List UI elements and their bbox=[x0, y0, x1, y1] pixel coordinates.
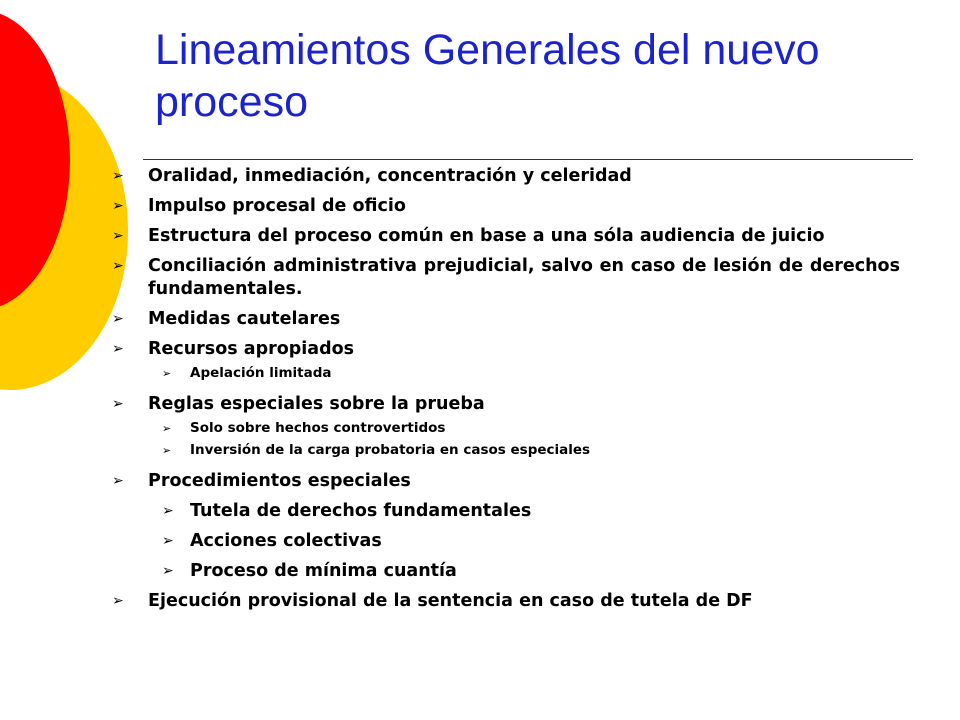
bullet-item bbox=[112, 195, 900, 218]
chevron-right-icon: ➢ bbox=[162, 444, 172, 457]
bullet-item bbox=[112, 308, 900, 331]
sub-bullet-item bbox=[112, 364, 900, 383]
sub-bullet-item-text: Apelación limitada bbox=[190, 365, 332, 381]
bullet-item bbox=[112, 225, 900, 248]
chevron-right-icon: ➢ bbox=[162, 503, 174, 519]
bullet-item-text: Oralidad, inmediación, concentración y celeridad bbox=[148, 166, 632, 186]
bullet-item-text: Estructura del proceso común en base a una sóla audiencia de juicio bbox=[148, 226, 825, 246]
chevron-right-icon: ➢ bbox=[162, 422, 172, 435]
chevron-right-icon: ➢ bbox=[162, 533, 174, 549]
chevron-right-icon: ➢ bbox=[112, 198, 124, 214]
bullet-item-text: Procedimientos especiales bbox=[148, 471, 411, 491]
chevron-right-icon: ➢ bbox=[112, 473, 124, 489]
chevron-right-icon: ➢ bbox=[162, 563, 174, 579]
chevron-right-icon: ➢ bbox=[112, 228, 124, 244]
sub-bullet-item bbox=[112, 500, 900, 523]
bullet-item bbox=[112, 165, 900, 188]
sub-bullet-item-text: Tutela de derechos fundamentales bbox=[190, 501, 532, 521]
chevron-right-icon: ➢ bbox=[112, 593, 124, 609]
bullet-item-text: Medidas cautelares bbox=[148, 309, 341, 329]
bullet-item bbox=[112, 255, 900, 301]
sub-bullet-item-text: Acciones colectivas bbox=[190, 531, 382, 551]
bullet-item bbox=[112, 590, 900, 613]
chevron-right-icon: ➢ bbox=[112, 311, 124, 327]
sub-bullet-item bbox=[112, 419, 900, 438]
bullet-item-text: Recursos apropiados bbox=[148, 339, 355, 359]
sub-bullet-item-text: Inversión de la carga probatoria en casos especiales bbox=[190, 442, 591, 458]
bullet-list bbox=[112, 165, 900, 613]
title-divider bbox=[143, 159, 913, 160]
chevron-right-icon: ➢ bbox=[162, 367, 172, 380]
bullet-item-text: Impulso procesal de oficio bbox=[148, 196, 406, 216]
sub-bullet-item bbox=[112, 530, 900, 553]
sub-bullet-item bbox=[112, 441, 900, 460]
bullet-item-text: Reglas especiales sobre la prueba bbox=[148, 394, 485, 414]
sub-bullet-item bbox=[112, 560, 900, 583]
chevron-right-icon: ➢ bbox=[112, 258, 124, 274]
bullet-item bbox=[112, 338, 900, 361]
chevron-right-icon: ➢ bbox=[112, 341, 124, 357]
bullet-item bbox=[112, 393, 900, 416]
chevron-right-icon: ➢ bbox=[112, 168, 124, 184]
bullet-item-text: Conciliación administrativa prejudicial, salvo en caso de lesión de derechos fundamentales. bbox=[148, 256, 900, 299]
sub-bullet-item-text: Proceso de mínima cuantía bbox=[190, 561, 457, 581]
bullet-item bbox=[112, 470, 900, 493]
sub-bullet-item-text: Solo sobre hechos controvertidos bbox=[190, 420, 446, 436]
chevron-right-icon: ➢ bbox=[112, 396, 124, 412]
bullet-item-text: Ejecución provisional de la sentencia en caso de tutela de DF bbox=[148, 591, 753, 611]
slide-title: Lineamientos Generales del nuevo proceso bbox=[155, 26, 820, 126]
